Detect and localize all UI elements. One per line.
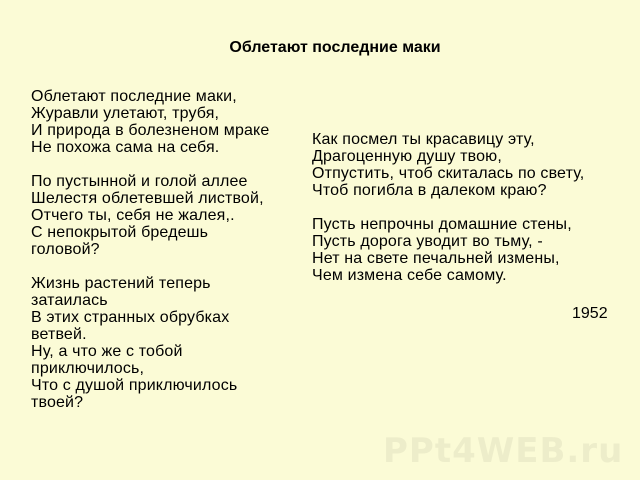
stanza-1 bbox=[31, 88, 301, 156]
poem-line: твоей? bbox=[31, 394, 84, 411]
poem-year: 1952 bbox=[572, 305, 608, 322]
stanza-3 bbox=[31, 275, 301, 411]
poem-line: Не похожа сама на себя. bbox=[31, 139, 220, 156]
right-column bbox=[312, 131, 632, 301]
poem-line: Нет на свете печальней измены, bbox=[312, 250, 560, 267]
watermark-logo: PPt4WEB.ru bbox=[383, 431, 624, 471]
poem-line: С непокрытой бредешь bbox=[31, 224, 209, 241]
poem-line: затаилась bbox=[31, 292, 108, 309]
poem-line: Пусть дорога уводит во тьму, - bbox=[312, 233, 543, 250]
stanza-2 bbox=[31, 173, 301, 258]
poem-line: Отчего ты, себя не жалея,. bbox=[31, 207, 235, 224]
poem-line: Драгоценную душу твою, bbox=[312, 148, 502, 165]
poem-line: головой? bbox=[31, 241, 100, 258]
poem-line: Облетают последние маки, bbox=[31, 88, 237, 105]
poem-line: Чтоб погибла в далеком краю? bbox=[312, 182, 547, 199]
poem-line: В этих странных обрубках bbox=[31, 309, 230, 326]
poem-line: Жизнь растений теперь bbox=[31, 275, 211, 292]
poem-title: Облетают последние маки bbox=[229, 39, 441, 56]
stanza-5 bbox=[312, 216, 632, 284]
poem-line: Ну, а что же с тобой bbox=[31, 343, 183, 360]
poem-line: Как посмел ты красавицу эту, bbox=[312, 131, 535, 148]
poem-line: приключилось, bbox=[31, 360, 145, 377]
poem-line: Пусть непрочны домашние стены, bbox=[312, 216, 572, 233]
poem-line: Чем измена себе самому. bbox=[312, 267, 507, 284]
poem-line: Что с душой приключилось bbox=[31, 377, 238, 394]
poem-line: По пустынной и голой аллее bbox=[31, 173, 248, 190]
poem-line: И природа в болезненом мраке bbox=[31, 122, 270, 139]
poem-line: Отпустить, чтоб скиталась по свету, bbox=[312, 165, 585, 182]
poem-line: Журавли улетают, трубя, bbox=[31, 105, 220, 122]
left-column bbox=[31, 88, 301, 428]
poem-line: Шелестя облетевшей листвой, bbox=[31, 190, 264, 207]
stanza-4 bbox=[312, 131, 632, 199]
poem-line: ветвей. bbox=[31, 326, 87, 343]
